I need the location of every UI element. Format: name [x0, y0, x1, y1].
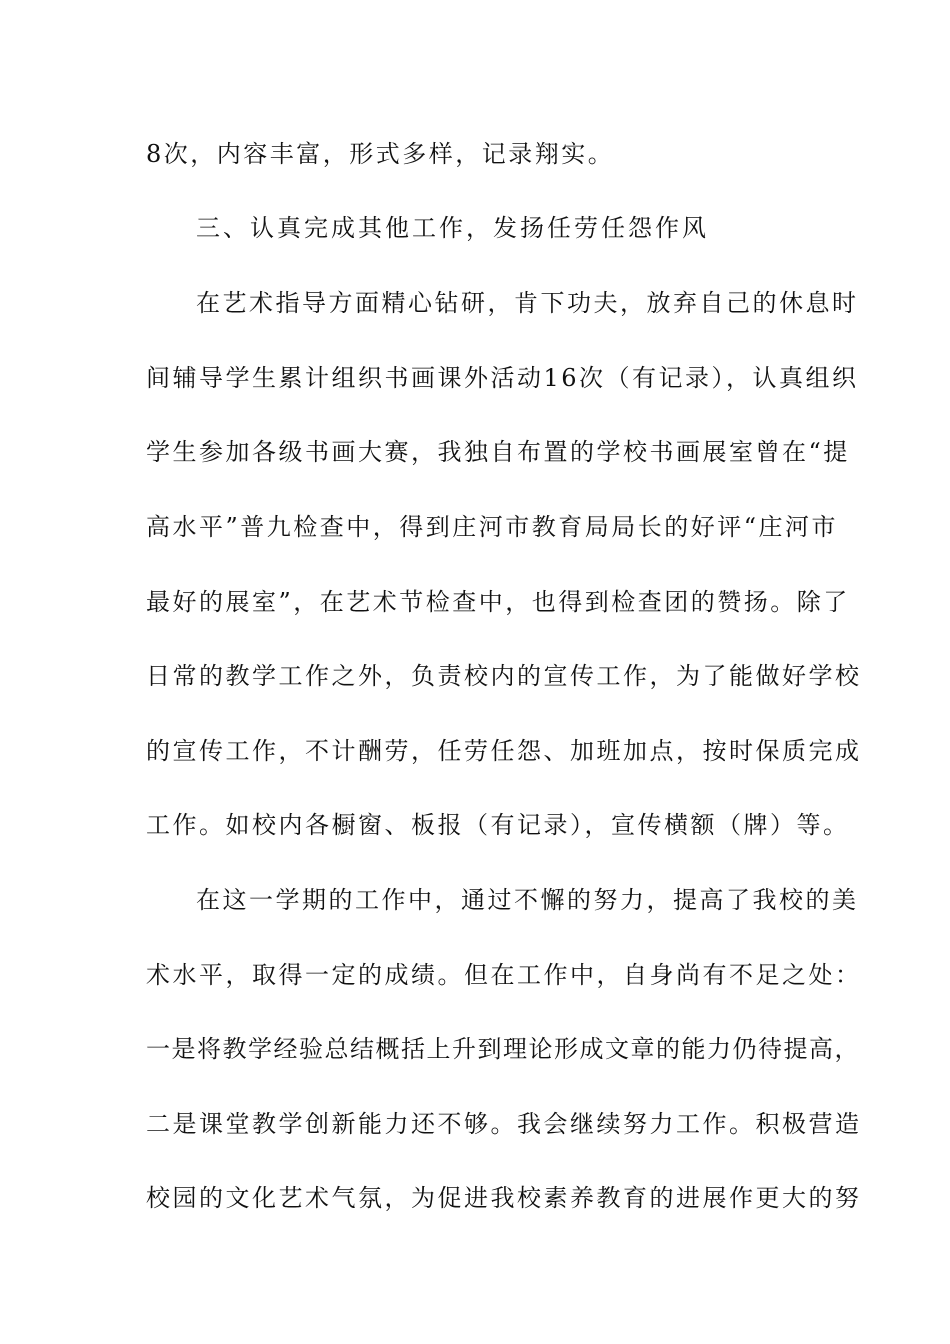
text-line-7: 最好的展室”，在艺术节检查中，也得到检查团的赞扬。除了: [146, 588, 850, 616]
text-line-5: 学生参加各级书画大赛，我独自布置的学校书画展室曾在“提: [146, 438, 850, 466]
text-line-9: 的宣传工作，不计酬劳，任劳任怨、加班加点，按时保质完成: [146, 737, 862, 765]
text-line-10: 工作。如校内各橱窗、板报（有记录），宣传横额（牌）等。: [146, 811, 850, 839]
text-line-1: 8次，内容丰富，形式多样，记录翔实。: [146, 140, 615, 168]
text-line-11: 在这一学期的工作中，通过不懈的努力，提高了我校的美: [196, 886, 859, 914]
section-heading: 三、认真完成其他工作，发扬任劳任怨作风: [196, 214, 709, 242]
text-line-3: 在艺术指导方面精心钻研，肯下功夫，放弃自己的休息时: [196, 289, 859, 317]
text-line-14: 二是课堂教学创新能力还不够。我会继续努力工作。积极营造: [146, 1110, 862, 1138]
text-line-4: 间辅导学生累计组织书画课外活动16次（有记录），认真组织: [146, 364, 859, 392]
text-line-6: 高水平”普九检查中，得到庄河市教育局局长的好评“庄河市: [146, 513, 839, 541]
text-line-12: 术水平，取得一定的成绩。但在工作中，自身尚有不足之处：: [146, 961, 862, 989]
text-line-15: 校园的文化艺术气氛，为促进我校素养教育的进展作更大的努: [146, 1184, 862, 1212]
text-line-8: 日常的教学工作之外，负责校内的宣传工作，为了能做好学校: [146, 662, 862, 690]
text-line-13: 一是将教学经验总结概括上升到理论形成文章的能力仍待提高，: [146, 1035, 860, 1063]
